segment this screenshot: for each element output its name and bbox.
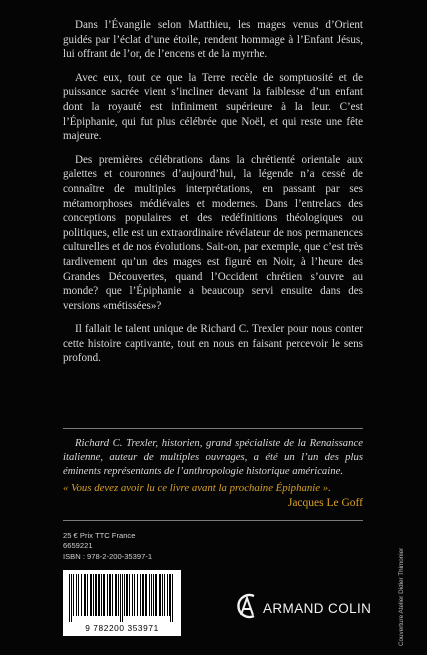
author-bio: Richard C. Trexler, historien, grand spécialiste de la Renaissance italienne, auteur de multiples ouvrages, a été un l’un des plus éminents représentants de l’anthropologie historique américaine. xyxy=(63,437,363,477)
barcode xyxy=(63,570,181,636)
divider-top xyxy=(63,428,363,429)
press-quote: « Vous devez avoir lu ce livre avant la prochaine Épiphanie ». xyxy=(63,482,331,494)
divider-bottom xyxy=(63,520,363,521)
blurb-paragraph-1: Dans l’Évangile selon Matthieu, les mages venus d’Orient guidés par l’éclat d’une étoile, rendent hommage à l’Enfant Jésus, lui offrant de l’or, de l’encens et de la myrrhe. xyxy=(63,19,363,61)
publisher-mark xyxy=(233,586,373,626)
blurb-paragraph-2: Avec eux, tout ce que la Terre recèle de somptuosité et de puissance sacrée vient s’incliner devant la faiblesse d’un enfant dont la royauté est infiniment supérieure à la leur. C’est l’Épiphanie, qui fut plus célébrée que Noël, et qui reste une fête majeure. xyxy=(63,71,363,143)
price: 25 € Prix TTC France xyxy=(63,531,136,540)
blurb xyxy=(63,18,363,375)
armand-colin-logo-icon xyxy=(233,589,261,623)
price-block xyxy=(63,531,152,562)
press-quote-author: Jacques Le Goff xyxy=(287,497,363,509)
isbn: ISBN : 978-2-200-35397-1 xyxy=(63,551,153,561)
publisher-name: ARMAND COLIN xyxy=(263,601,372,616)
blurb-paragraph-3: Des premières célébrations dans la chrétienté orientale aux galettes et couronnes d’aujourd’hui, la légende n’a cessé de connaître de multiples interprétations, en passant par ses métamorphoses médiévales et modernes. Dans l’entrelacs des conceptions populaires et des redéfinitions théologiques ou politiques, elle est un extraordinaire révélateur de nos permanences culturelles et de nos évolutions. Sait-on, par exemple, que c’est très tardivement qu’un des mages est figuré en Noir, à l’heure des Grandes Découvertes, quand l’Occident chrétien s’ouvre au monde? que l’Épiphanie a beaucoup servi ensuite dans des versions «métissées»? xyxy=(63,153,363,312)
blurb-paragraph-4: Il fallait le talent unique de Richard C. Trexler pour nous conter cette histoire captivante, tout en nous en faisant percevoir le sens profond. xyxy=(63,323,363,365)
barcode-digits: 9 782200 353971 xyxy=(85,623,159,633)
product-code: 6659221 xyxy=(63,541,93,551)
barcode-icon xyxy=(69,574,175,622)
cover-credit: Couverture Atelier Didier Thimonier xyxy=(398,547,405,646)
